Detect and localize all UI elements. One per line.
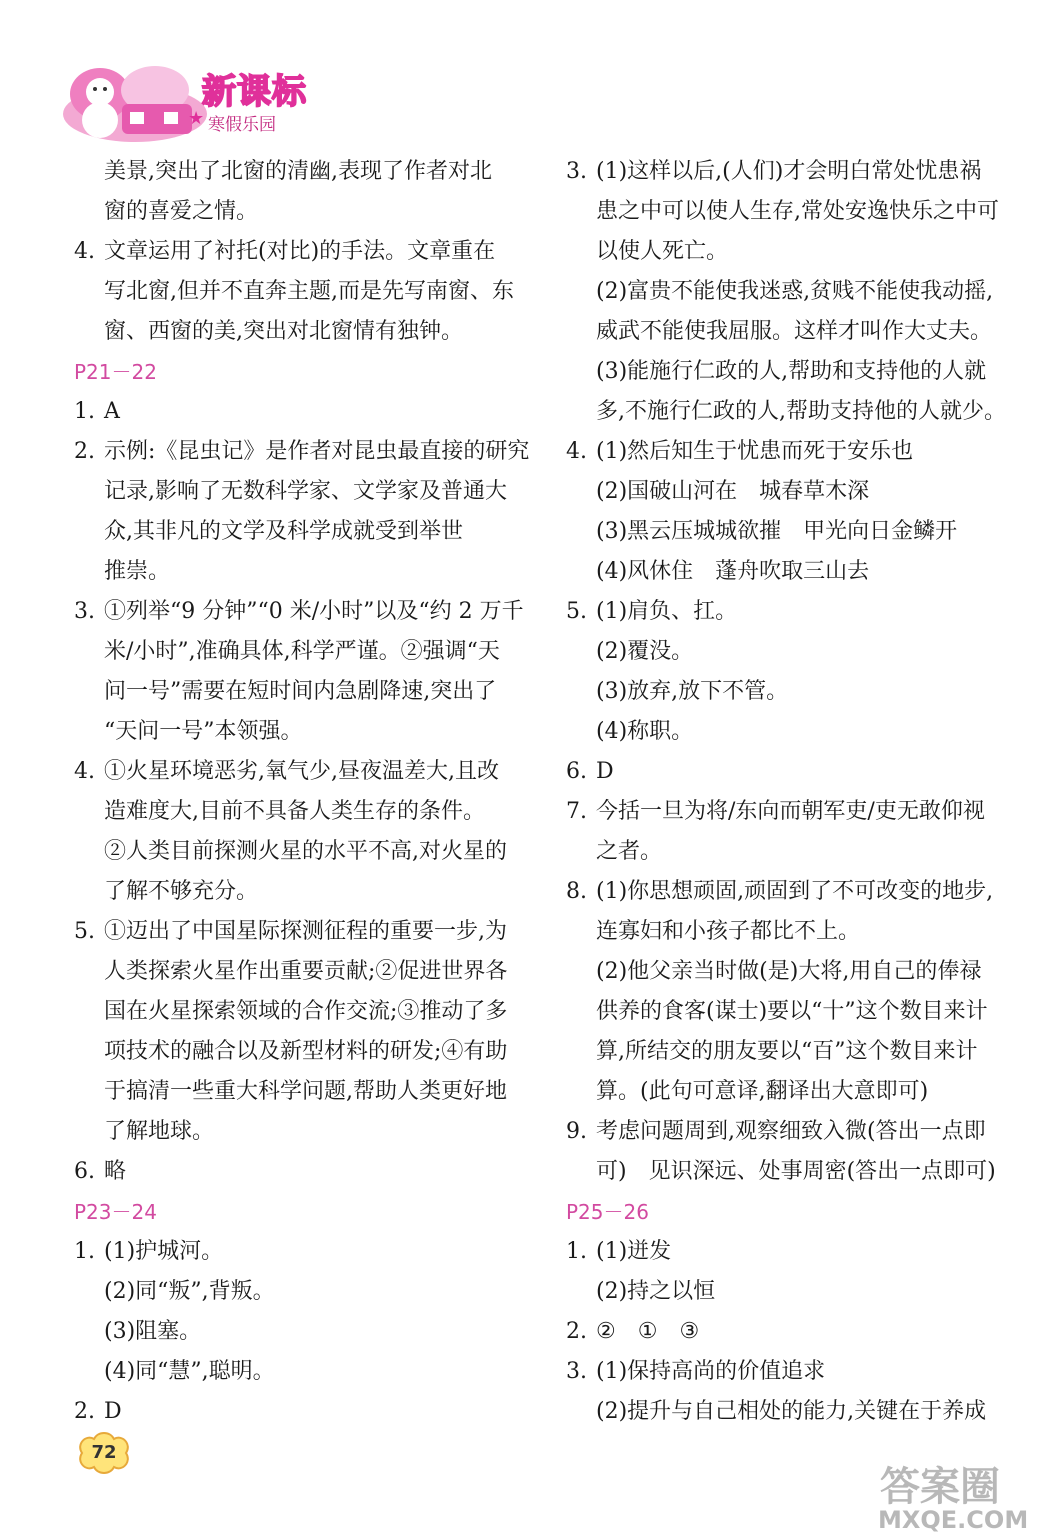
watermark-logo [860,1456,1040,1534]
answer-line: 于搞清一些重大科学问题,帮助人类更好地 [104,1079,507,1104]
answer-line: (2)持之以恒 [596,1279,716,1304]
answer-line: (3)阻塞。 [104,1319,202,1344]
answer-line: ② ① ③ [596,1319,700,1344]
answer-line: 记录,影响了无数科学家、文学家及普通大 [104,479,507,504]
answer-line: ②人类目前探测火星的水平不高,对火星的 [104,839,507,864]
answer-number: 6. [74,1159,95,1184]
answer-line: (3)黑云压城城欲摧 甲光向日金鳞开 [596,519,958,544]
answer-number: 7. [566,799,587,824]
answer-line: 造难度大,目前不具备人类生存的条件。 [104,799,485,824]
answer-number: 1. [566,1239,587,1264]
answer-number: 6. [566,759,587,784]
answer-line: 众,其非凡的文学及科学成就受到举世 [104,519,463,544]
answer-line: 了解不够充分。 [104,879,259,904]
section-heading: P21－22 [74,360,157,384]
answer-line: ①列举“9 分钟”“0 米/小时”以及“约 2 万千 [104,599,524,624]
answer-line: (2)覆没。 [596,639,694,664]
answer-item [74,392,534,432]
answer-item [74,432,534,592]
answer-line: 了解地球。 [104,1119,215,1144]
snowman-logo-icon [60,64,210,142]
answer-number: 1. [74,1239,95,1264]
answer-line: (4)风休住 蓬舟吹取三山去 [596,559,870,584]
answer-item [74,912,534,1152]
answer-line: 可) 见识深远、处事周密(答出一点即可) [596,1159,996,1184]
page-number-badge [74,1430,134,1476]
answer-line: 多,不施行仁政的人,帮助支持他的人就少。 [596,399,1006,424]
answer-line: 算。(此句可意译,翻译出大意即可) [596,1079,929,1104]
answer-number: 4. [566,439,587,464]
answer-number: 5. [74,919,95,944]
answer-line: (3)能施行仁政的人,帮助和支持他的人就 [596,359,987,384]
answer-continuation [74,152,534,232]
answer-item [566,1232,1026,1312]
answer-line: “天问一号”本领强。 [104,719,303,744]
answer-number: 3. [566,1359,587,1384]
answer-line: (2)提升与自己相处的能力,关键在于养成 [596,1399,987,1424]
answer-line: 问一号”需要在短时间内急剧降速,突出了 [104,679,497,704]
answer-number: 1. [74,399,95,424]
answer-item [74,1392,534,1432]
answer-line: 项技术的融合以及新型材料的研发;④有助 [104,1039,508,1064]
answer-number: 2. [566,1319,587,1344]
answer-number: 4. [74,239,95,264]
answer-item [566,432,1026,592]
section-heading: P23－24 [74,1200,157,1224]
answer-number: 2. [74,439,95,464]
answer-line: 供养的食客(谋士)要以“十”这个数目来计 [596,999,988,1024]
answer-line: 考虑问题周到,观察细致入微(答出一点即 [596,1119,986,1144]
answer-item [566,752,1026,792]
page-header [50,58,350,150]
answer-line: 患之中可以使人生存,常处安逸快乐之中可 [596,199,999,224]
answer-line: ①迈出了中国星际探测征程的重要一步,为 [104,919,507,944]
answer-line: 算,所结交的朋友要以“百”这个数目来计 [596,1039,978,1064]
answer-number: 3. [566,159,587,184]
answer-number: 8. [566,879,587,904]
answer-line: A [104,399,120,424]
answer-line: 窗、西窗的美,突出对北窗情有独钟。 [104,319,463,344]
answer-line: 人类探索火星作出重要贡献;②促进世界各 [104,959,508,984]
answer-item [74,592,534,752]
answer-item [74,1152,534,1192]
answer-line: (3)放弃,放下不管。 [596,679,789,704]
answer-item [566,872,1026,1112]
answer-line: (1)迸发 [596,1239,672,1264]
answer-item [566,1312,1026,1352]
answer-line: (2)富贵不能使我迷惑,贫贱不能使我动摇, [596,279,994,304]
answer-line: 略 [104,1159,127,1184]
answer-line: 示例:《昆虫记》是作者对昆虫最直接的研究 [104,439,530,464]
answer-line: D [104,1399,122,1424]
answer-line: 米/小时”,准确具体,科学严谨。②强调“天 [104,639,500,664]
answer-line: (1)保持高尚的价值追求 [596,1359,826,1384]
answer-line: 窗的喜爱之情。 [104,199,259,224]
answer-line: (1)然后知生于忧患而死于安乐也 [596,439,914,464]
answer-line: 文章运用了衬托(对比)的手法。文章重在 [104,239,496,264]
answer-item [74,1232,534,1392]
answer-item [74,752,534,912]
answer-line: (4)称职。 [596,719,694,744]
answer-number: 3. [74,599,95,624]
answer-number: 9. [566,1119,587,1144]
watermark-url: MXQE.COM [878,1506,1029,1534]
answer-item [566,152,1026,432]
answer-number: 2. [74,1399,95,1424]
star-icon: ★ [188,108,205,129]
right-column [566,152,1026,1432]
answer-number: 5. [566,599,587,624]
left-column [74,152,534,1432]
section-heading: P25－26 [566,1200,649,1224]
answer-item [566,592,1026,752]
answer-item [566,792,1026,872]
answer-item [566,1352,1026,1432]
answer-line: (1)肩负、扛。 [596,599,738,624]
answer-line: ①火星环境恶劣,氧气少,昼夜温差大,且改 [104,759,499,784]
answer-line: 国在火星探索领域的合作交流;③推动了多 [104,999,508,1024]
answer-line: (1)护城河。 [104,1239,224,1264]
answer-line: 推崇。 [104,559,171,584]
header-title: 新课标 [202,72,307,112]
watermark-text: 答案圈 [880,1464,1000,1510]
header-subtitle: 寒假乐园 [208,115,276,135]
answer-line: 美景,突出了北窗的清幽,表现了作者对北 [104,159,492,184]
answer-item [74,232,534,352]
answer-line: 之者。 [596,839,663,864]
answer-line: (1)这样以后,(人们)才会明白常处忧患祸 [596,159,982,184]
answer-line: (2)国破山河在 城春草木深 [596,479,870,504]
answer-line: 连寡妇和小孩子都比不上。 [596,919,861,944]
answer-line: 威武不能使我屈服。这样才叫作大丈夫。 [596,319,993,344]
answer-item [566,1112,1026,1192]
answer-line: 写北窗,但并不直奔主题,而是先写南窗、东 [104,279,514,304]
answer-line: D [596,759,614,784]
answer-line: (2)同“叛”,背叛。 [104,1279,275,1304]
answer-line: (2)他父亲当时做(是)大将,用自己的俸禄 [596,959,982,984]
answer-line: (1)你思想顽固,顽固到了不可改变的地步, [596,879,994,904]
page-number: 72 [91,1442,117,1463]
answer-line: (4)同“慧”,聪明。 [104,1359,275,1384]
answer-line: 以使人死亡。 [596,239,729,264]
answer-number: 4. [74,759,95,784]
answer-line: 今括一旦为将/东向而朝军吏/吏无敢仰视 [596,799,985,824]
